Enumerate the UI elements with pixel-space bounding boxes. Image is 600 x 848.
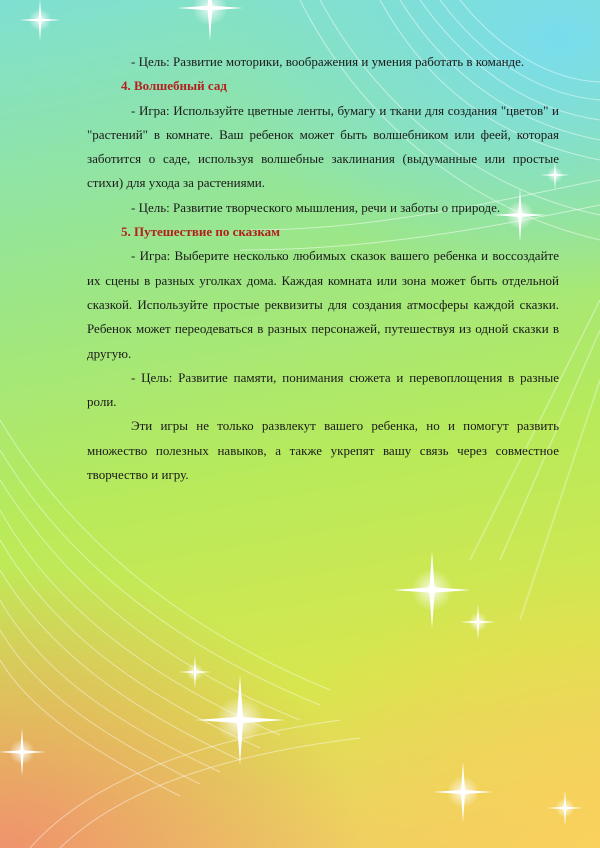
goal-garden-paragraph: - Цель: Развитие творческого мышления, речи и заботы о природе. xyxy=(131,199,501,215)
goal-motor-paragraph: - Цель: Развитие моторики, воображения и умения работать в команде. xyxy=(131,54,525,69)
conclusion-paragraph: Эти игры не только развлекут вашего ребенка, но и помогут развить множество полезных навыков, а также укрепят вашу связь через совместное творчество и игру. xyxy=(87,418,559,483)
game-garden-paragraph: - Игра: Используйте цветные ленты, бумагу и ткани для создания "цветов" и "растений" в комнате. Ваш ребенок может быть волшебником или феей, которая заботится о саде, используя волшебные заклинания (выдуманные или простые стихи) для ухода за растениями. xyxy=(87,102,559,191)
heading-magic-garden: 4. Волшебный сад xyxy=(121,78,227,94)
document-body xyxy=(87,50,559,487)
game-tales-paragraph: - Игра: Выберите несколько любимых сказок вашего ребенка и воссоздайте их сцены в разных уголках дома. Каждая комната или зона может быть отдельной сказкой. Используйте простые реквизиты для создания атмосферы каждой сказки. Ребенок может переодеваться в разных персонажей, путешествуя из одной сказки в другую. xyxy=(87,248,559,361)
goal-tales-paragraph: - Цель: Развитие памяти, понимания сюжета и перевоплощения в разные роли. xyxy=(87,369,559,410)
heading-fairy-tale-journey: 5. Путешествие по сказкам xyxy=(121,224,281,240)
